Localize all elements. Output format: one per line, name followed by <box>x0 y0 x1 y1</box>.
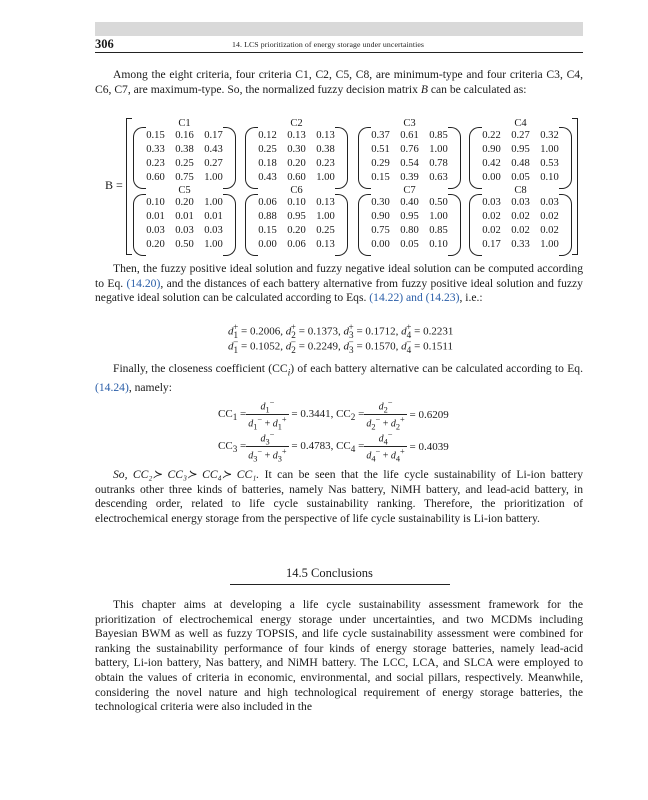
matrix-cell: 0.33 <box>511 239 530 250</box>
cc1-cc2-equation: $CC_1$ = $\frac{d_1^-}{d_1^- + d_1^+}$ = 0.3441, $CC_2$ = $\frac{d_2^-}{d_2^- + d_2^+}$ = 0.6209 <box>218 398 449 432</box>
matrix-block-c2 <box>245 118 348 186</box>
matrix-row <box>245 157 348 170</box>
cc3-value: 0.4783 <box>300 439 331 452</box>
matrix-cell: 0.42 <box>482 158 501 169</box>
ideal-text-2: , and the distances of each battery alternative from fuzzy positive ideal solution and fuzzy negative ideal solution can be calculated according to Eqs. <box>95 276 583 305</box>
cc4-value: 0.4039 <box>418 440 449 453</box>
matrix-cell: 0.50 <box>175 239 194 250</box>
cc2-value: 0.6209 <box>418 408 449 421</box>
d3-minus: 0.1570 <box>365 340 396 353</box>
intro-tail: can be calculated as: <box>430 82 527 96</box>
ranking-text: It can be seen that the life cycle sustainability of Li-ion battery outranks other three kinds of batteries, namely Nas battery, NiMH battery, and lead-acid battery, in descending order, related to life cycle sustainability ranking. Therefore, the prioritization of electrochemical energy storage from the perspective of life cycle sustainability is Li-ion battery. <box>95 468 583 525</box>
matrix-cell: 0.90 <box>371 211 390 222</box>
matrix-cell: 0.30 <box>287 144 306 155</box>
matrix-row <box>245 238 348 251</box>
matrix-block-c1 <box>133 118 236 186</box>
d1-plus: 0.2006 <box>249 325 281 338</box>
matrix-cell: 0.78 <box>429 158 448 169</box>
matrix-cell: 0.00 <box>258 239 277 250</box>
conclusion-text: This chapter aims at developing a life cycle sustainability assessment framework for the prioritization of electrochemical energy storage under uncertainties, and two MCDMs including Bayesian BWM as well as fuzzy TOPSIS, and life cycle sustainability assessment were combined for ranking the sustainability performance of four kinds of energy storage batteries, namely lead-acid battery, Li-ion battery, Nas battery, and NiMH battery. The LCC, LCA, and SLCA were employed to obtain the values of criteria in economic, environmental, and social pillars, respectively. Meanwhile, considering the novel nature and high technological requirement of energy storage batteries, the technological criteria were also included in the <box>95 598 583 714</box>
matrix-cell: 0.60 <box>287 172 306 183</box>
matrix-cell: 0.18 <box>258 158 277 169</box>
matrix-cell: 0.95 <box>287 211 306 222</box>
matrix-cell: 0.50 <box>429 197 448 208</box>
matrix-row <box>358 129 461 142</box>
matrix-row <box>469 210 572 223</box>
matrix-row <box>133 224 236 237</box>
matrix-row <box>358 238 461 251</box>
matrix-block-title: C3 <box>403 118 416 129</box>
matrix-cell: 0.03 <box>540 197 559 208</box>
matrix-row <box>245 196 348 209</box>
matrix-cell: 0.80 <box>400 225 419 236</box>
matrix-cell: 0.48 <box>511 158 530 169</box>
matrix-cell: 0.05 <box>400 239 419 250</box>
matrix-cell: 0.88 <box>258 211 277 222</box>
ranking-paragraph <box>95 468 583 526</box>
matrix-cell: 0.02 <box>482 211 501 222</box>
matrix-cell: 0.22 <box>482 130 501 141</box>
matrix-cell: 0.76 <box>400 144 419 155</box>
running-head: 14. LCS prioritization of energy storage under uncertainties <box>232 40 425 49</box>
matrix-cell: 0.02 <box>482 225 501 236</box>
matrix-row <box>358 157 461 170</box>
matrix-cell: 1.00 <box>316 172 335 183</box>
matrix-cell: 1.00 <box>204 239 223 250</box>
matrix-cell: 0.20 <box>287 225 306 236</box>
matrix-block-title: C6 <box>290 185 303 196</box>
positive-distance-equation: $d_1^+ = 0.2006$, $d_2^+ = 0.1373$, $d_3^+ = 0.1712$, $d_4^+ = 0.2231$ <box>228 322 454 340</box>
cc-text-1: Finally, the closeness coefficient (CC <box>113 362 288 375</box>
matrix-row <box>133 143 236 156</box>
matrix-row <box>133 210 236 223</box>
matrix-cell: 0.38 <box>175 144 194 155</box>
matrix-cell: 0.00 <box>482 172 501 183</box>
cc-text-3: , namely: <box>128 380 172 394</box>
d2-minus: 0.2249 <box>307 340 338 353</box>
matrix-row <box>358 224 461 237</box>
matrix-row <box>133 171 236 184</box>
matrix-cell: 0.37 <box>371 130 390 141</box>
d4-minus: 0.1511 <box>423 340 453 353</box>
matrix-cell: 0.30 <box>371 197 390 208</box>
matrix-cell: 0.25 <box>316 225 335 236</box>
eq-ref-14-24[interactable]: (14.24) <box>95 380 129 394</box>
d3-plus: 0.1712 <box>365 325 396 338</box>
matrix-row <box>133 196 236 209</box>
matrix-cell: 0.02 <box>511 211 530 222</box>
matrix-cell: 0.16 <box>175 130 194 141</box>
matrix-cell: 0.75 <box>371 225 390 236</box>
matrix-cell: 0.23 <box>146 158 165 169</box>
matrix-cell: 0.06 <box>287 239 306 250</box>
matrix-row <box>358 143 461 156</box>
matrix-cell: 0.32 <box>540 130 559 141</box>
matrix-cell: 0.10 <box>146 197 165 208</box>
matrix-cell: 0.33 <box>146 144 165 155</box>
matrix-cell: 0.01 <box>146 211 165 222</box>
matrix-cell: 0.10 <box>287 197 306 208</box>
matrix-cell: 0.03 <box>511 197 530 208</box>
matrix-row <box>469 129 572 142</box>
matrix-cell: 1.00 <box>540 144 559 155</box>
intro-paragraph <box>95 68 583 97</box>
matrix-row <box>358 196 461 209</box>
cc3-cc4-equation: $CC_3$ = $\frac{d_3^-}{d_3^- + d_3^+}$ = 0.4783, $CC_4$ = $\frac{d_4^-}{d_4^- + d_4^+}$ = 0.4039 <box>218 430 449 464</box>
matrix-cell: 0.13 <box>316 130 335 141</box>
matrix-cell: 0.23 <box>316 158 335 169</box>
matrix-cell: 1.00 <box>429 144 448 155</box>
matrix-row <box>133 157 236 170</box>
matrix-block-title: C1 <box>178 118 191 129</box>
conclusion-paragraph <box>95 598 583 715</box>
matrix-left-bracket <box>126 118 132 255</box>
eq-ref-14-22-23[interactable]: (14.22) and (14.23) <box>369 291 460 305</box>
matrix-cell: 0.25 <box>258 144 277 155</box>
cc-subscript: i <box>287 367 291 379</box>
matrix-cell: 0.90 <box>482 144 501 155</box>
matrix-cell: 0.39 <box>400 172 419 183</box>
matrix-row <box>469 143 572 156</box>
header-shade-bar <box>95 22 583 36</box>
d1-minus: 0.1052 <box>249 340 281 353</box>
matrix-cell: 0.03 <box>482 197 501 208</box>
matrix-cell: 0.17 <box>482 239 501 250</box>
matrix-row <box>245 129 348 142</box>
matrix-block-title: C7 <box>403 185 416 196</box>
matrix-row <box>245 210 348 223</box>
matrix-cell: 1.00 <box>204 197 223 208</box>
cc1-value: 0.3441 <box>300 407 331 420</box>
matrix-cell: 0.13 <box>287 130 306 141</box>
matrix-cell: 0.03 <box>175 225 194 236</box>
matrix-cell: 0.10 <box>540 172 559 183</box>
intro-matrix-symbol: B <box>420 82 428 96</box>
matrix-cell: 0.02 <box>511 225 530 236</box>
matrix-cell: 1.00 <box>540 239 559 250</box>
matrix-cell: 0.54 <box>400 158 419 169</box>
matrix-cell: 0.17 <box>204 130 223 141</box>
matrix-cell: 0.20 <box>287 158 306 169</box>
matrix-row <box>469 196 572 209</box>
matrix-row <box>469 238 572 251</box>
matrix-row <box>245 171 348 184</box>
matrix-row <box>469 171 572 184</box>
matrix-cell: 1.00 <box>204 172 223 183</box>
matrix-right-bracket <box>572 118 578 255</box>
matrix-cell: 0.29 <box>371 158 390 169</box>
ideal-text-1: Then, the fuzzy positive ideal solution and fuzzy negative ideal solution can be computed according to Eq. <box>95 262 583 290</box>
page-number: 306 <box>95 37 114 51</box>
matrix-cell: 0.00 <box>371 239 390 250</box>
matrix-cell: 0.03 <box>204 225 223 236</box>
d4-plus: 0.2231 <box>423 325 454 338</box>
d2-plus: 0.1373 <box>307 325 338 338</box>
matrix-cell: 0.02 <box>540 211 559 222</box>
matrix-row <box>358 171 461 184</box>
matrix-cell: 0.43 <box>258 172 277 183</box>
negative-distance-equation: $d_1^- = 0.1052$, $d_2^- = 0.2249$, $d_3^- = 0.1570$, $d_4^- = 0.1511$ <box>228 337 453 355</box>
cc-text-2: ) of each battery alternative can be calculated according to Eq. <box>290 362 583 375</box>
matrix-block-title: C5 <box>178 185 191 196</box>
eq-ref-14-20[interactable]: (14.20) <box>126 276 161 290</box>
matrix-cell: 0.20 <box>175 197 194 208</box>
matrix-cell: 0.10 <box>429 239 448 250</box>
matrix-cell: 0.43 <box>204 144 223 155</box>
matrix-cell: 1.00 <box>429 211 448 222</box>
matrix-row <box>133 129 236 142</box>
section-rule <box>230 584 450 585</box>
ranking-order: So, CC₂≻ CC₃≻ CC₄≻ CC₁. <box>113 468 260 481</box>
matrix-cell: 0.01 <box>175 211 194 222</box>
matrix-cell: 0.03 <box>146 225 165 236</box>
matrix-cell: 0.75 <box>175 172 194 183</box>
matrix-cell: 0.95 <box>511 144 530 155</box>
matrix-block-c6 <box>245 185 348 253</box>
matrix-cell: 1.00 <box>316 211 335 222</box>
ideal-text-3: , i.e.: <box>459 291 483 305</box>
matrix-cell: 0.15 <box>146 130 165 141</box>
intro-text: Among the eight criteria, four criteria C1, C2, C5, C8, are minimum-type and four criteria C3, C4, C6, C7, are maximum-type. So, the normalized fuzzy decision matrix <box>95 68 583 96</box>
matrix-cell: 0.06 <box>258 197 277 208</box>
matrix-row <box>133 238 236 251</box>
matrix-cell: 0.13 <box>316 239 335 250</box>
matrix-block-c4 <box>469 118 572 186</box>
matrix-block-c3 <box>358 118 461 186</box>
section-heading: 14.5 Conclusions <box>286 566 373 580</box>
matrix-cell: 0.01 <box>204 211 223 222</box>
matrix-cell: 0.25 <box>175 158 194 169</box>
matrix-block-title: C4 <box>514 118 527 129</box>
ideal-solution-paragraph <box>95 262 583 306</box>
matrix-block-title: C8 <box>514 185 527 196</box>
matrix-cell: 0.63 <box>429 172 448 183</box>
matrix-cell: 0.05 <box>511 172 530 183</box>
matrix-cell: 0.13 <box>316 197 335 208</box>
matrix-cell: 0.15 <box>258 225 277 236</box>
closeness-paragraph <box>95 362 583 396</box>
matrix-row <box>245 224 348 237</box>
matrix-cell: 0.51 <box>371 144 390 155</box>
matrix-cell: 0.12 <box>258 130 277 141</box>
matrix-cell: 0.61 <box>400 130 419 141</box>
matrix-row <box>358 210 461 223</box>
matrix-cell: 0.95 <box>400 211 419 222</box>
matrix-cell: 0.40 <box>400 197 419 208</box>
matrix-cell: 0.15 <box>371 172 390 183</box>
matrix-row <box>469 157 572 170</box>
matrix-cell: 0.53 <box>540 158 559 169</box>
header-rule <box>95 52 583 53</box>
matrix-cell: 0.20 <box>146 239 165 250</box>
matrix-cell: 0.38 <box>316 144 335 155</box>
matrix-row <box>469 224 572 237</box>
matrix-cell: 0.85 <box>429 130 448 141</box>
matrix-block-c7 <box>358 185 461 253</box>
matrix-block-c5 <box>133 185 236 253</box>
matrix-cell: 0.27 <box>511 130 530 141</box>
matrix-cell: 0.60 <box>146 172 165 183</box>
matrix-cell: 0.27 <box>204 158 223 169</box>
matrix-block-c8 <box>469 185 572 253</box>
matrix-cell: 0.85 <box>429 225 448 236</box>
matrix-block-title: C2 <box>290 118 303 129</box>
matrix-cell: 0.02 <box>540 225 559 236</box>
matrix-label: B = <box>105 178 123 192</box>
matrix-row <box>245 143 348 156</box>
